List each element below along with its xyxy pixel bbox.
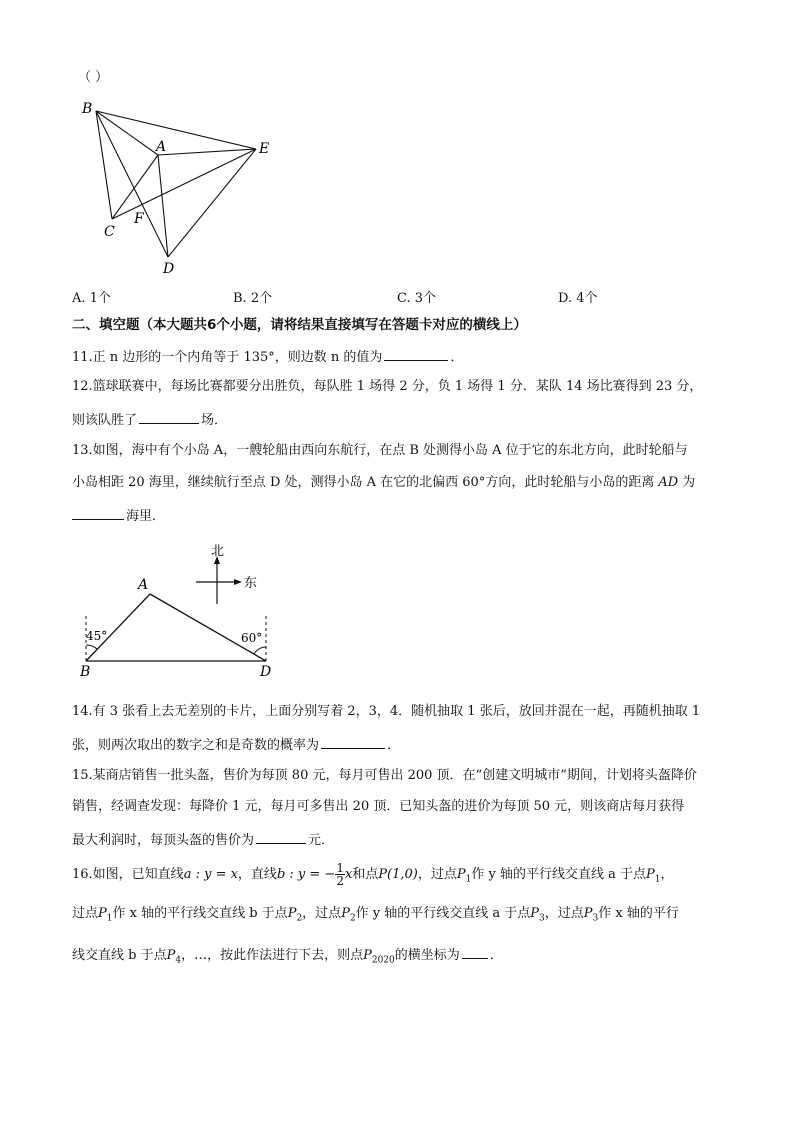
section-heading: 二、填空题（本大题共6个小题，请将结果直接填写在答题卡对应的横线上） [72,317,527,333]
question-15-line2: 销售，经调查发现：每降价 1 元，每月可多售出 20 顶．已知头盔的进价为每顶 50 元，则该商店每月获得 [72,799,685,814]
geometry-figure-q13 [74,542,284,682]
answer-blank-11 [384,346,448,361]
label-north: 北 [211,544,225,559]
label-east: 东 [244,576,258,591]
question-16-line1: 16.如图，已知直线a : y = x，直线b : y = − $\frac{1}{2}$ x和点P(1,0)，过点$P_1$作 y 轴的平行线交直线 a 于点$P_1$， [72,861,674,888]
label-D: D [260,664,272,680]
label-E: E [259,141,270,157]
option-d: D. 4个 [558,291,598,306]
answer-parentheses: （ ） [78,70,109,85]
question-13-line2: 小岛相距 20 海里，继续航行至点 D 处，测得小岛 A 在它的北偏西 60°方向，此时轮船与小岛的距离 AD 为 [72,475,696,490]
question-12-line1: 12.篮球联赛中，每场比赛都要分出胜负，每队胜 1 场得 2 分，负 1 场得 1 分．某队 14 场比赛得到 23 分， [72,379,703,394]
segment-AD [158,155,168,257]
angle-label-D: 60° [241,631,263,645]
question-15-line1: 15.某商店销售一批头盔，售价为每顶 80 元，每月可售出 200 顶．在“创建文明城市”期间，计划将头盔降价 [72,768,697,783]
question-14-line1: 14.有 3 张看上去无差别的卡片，上面分别写着 2，3，4．随机抽取 1 张后，放回并混在一起，再随机抽取 1 [72,704,701,719]
segment-BE [96,111,256,149]
answer-blank-15 [256,829,306,844]
question-16-line2: 过点$P_1$作 x 轴的平行线交直线 b 于点$P_2$，过点$P_2$作 y 轴的平行线交直线 a 于点$P_3$，过点$P_3$作 x 轴的平行 [72,906,679,924]
option-c: C. 3个 [397,291,437,306]
option-a: A. 1个 [72,291,111,306]
question-11: 11.正 n 边形的一个内角等于 135°，则边数 n 的值为 ． [72,346,463,368]
question-13-line3: 海里． [72,505,165,527]
question-16-line3: 线交直线 b 于点$P_4$，…，按此作法进行下去，则点$P_{2020}$的横坐标为 ． [72,944,503,971]
question-13-line1: 13.如图，海中有个小岛 A，一艘轮船由西向东航行，在点 B 处测得小岛 A 位于它的东北方向，此时轮船与 [72,443,688,458]
label-F: F [134,211,144,227]
segment-ED [168,149,256,257]
segment-BA [86,594,150,661]
segment-AD [150,594,266,661]
angle-arc-B [86,645,97,649]
answer-blank-12 [139,409,199,424]
answer-blank-13 [72,505,124,520]
label-B: B [80,664,91,680]
segment-AE [158,149,256,155]
question-15-line3: 最大利润时，每顶头盔的售价为 元． [72,829,334,851]
answer-blank-16 [462,944,488,959]
label-A: A [138,577,149,593]
label-D: D [163,261,175,277]
answer-blank-14 [321,734,385,749]
segment-AC [112,155,158,219]
question-12-line2: 则该队胜了 场． [72,409,227,431]
label-B: B [82,101,93,117]
compass-icon [196,560,238,604]
question-14-line2: 张，则两次取出的数字之和是奇数的概率为 ． [72,734,400,756]
angle-label-B: 45° [86,629,108,643]
label-A: A [156,139,167,155]
geometry-figure-q10 [70,95,290,280]
segment-BA [96,111,158,155]
angle-arc-D [254,647,266,654]
segment-EC [112,149,256,219]
fraction-one-half: $\frac{1}{2}$ [336,861,344,888]
label-C: C [104,224,115,240]
option-b: B. 2个 [233,291,273,306]
